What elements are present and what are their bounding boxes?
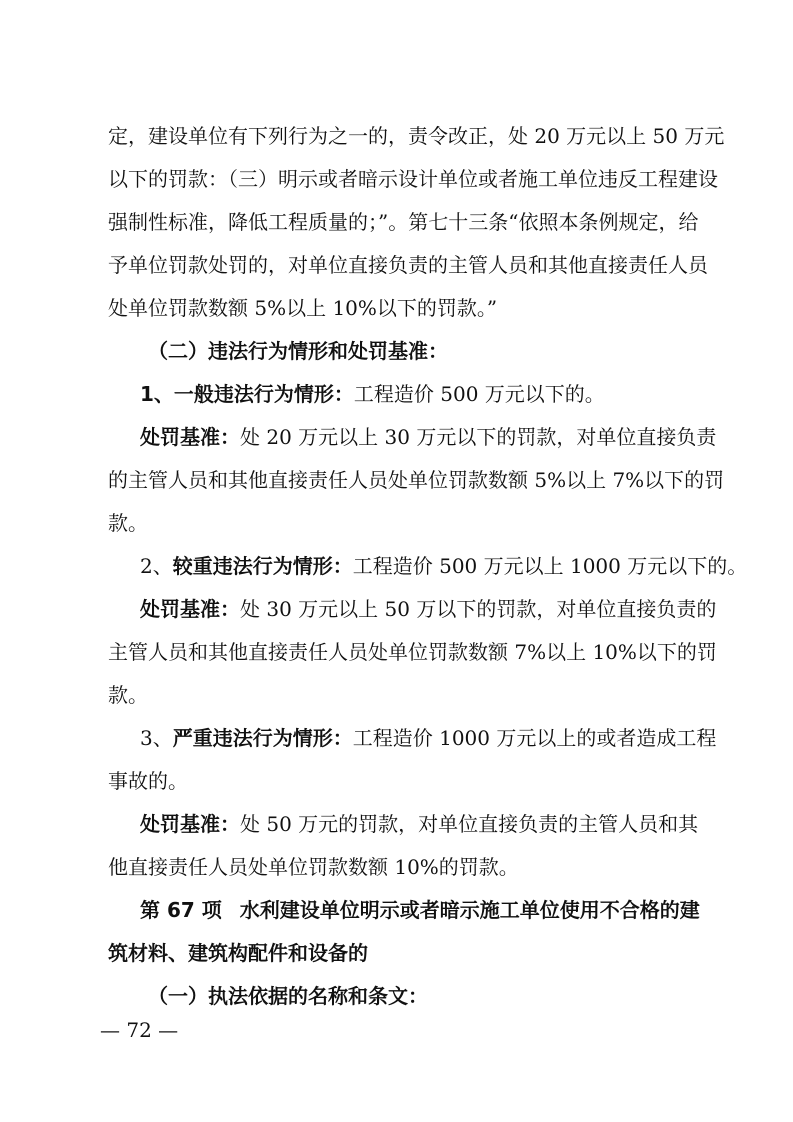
item-1-label: 1、一般违法行为情形： [140,382,354,406]
section-heading-2: （二）违法行为情形和处罚基准： [148,339,448,363]
paragraph-line-5: 处单位罚款数额 5%以上 10%以下的罚款。” [108,296,498,320]
item-3-label: 严重违法行为情形： [172,726,353,750]
item-2-prefix: 2、 [140,554,173,578]
item-2-penalty-text: 处 30 万元以上 50 万以下的罚款，对单位直接负责的 [240,597,717,621]
item-3-text: 工程造价 1000 万元以上的或者造成工程 [352,726,717,750]
item-2-penalty-line-3: 款。 [108,683,148,707]
item-3-prefix: 3、 [140,726,173,750]
item-3 [140,723,717,753]
item-2-penalty-line-1 [140,594,717,624]
item-1-penalty-label: 处罚基准： [140,425,240,449]
paragraph-line-3: 强制性标准，降低工程质量的；”。第七十三条“依照本条例规定，给 [108,210,699,234]
item-3-penalty-line-1 [140,809,698,839]
paragraph-line-4: 予单位罚款处罚的，对单位直接负责的主管人员和其他直接责任人员 [108,253,708,277]
item-1-penalty-text: 处 20 万元以上 30 万元以下的罚款，对单位直接负责 [240,425,717,449]
item-1-penalty-line-1 [140,422,717,452]
item-1-penalty-line-2: 的主管人员和其他直接责任人员处单位罚款数额 5%以上 7%以下的罚 [108,468,725,492]
item-2-penalty-line-2: 主管人员和其他直接责任人员处单位罚款数额 7%以上 10%以下的罚 [108,640,717,664]
item-2 [140,551,748,581]
item-1-penalty-line-3: 款。 [108,511,148,535]
paragraph-line-1: 定，建设单位有下列行为之一的，责令改正，处 20 万元以上 50 万元 [108,124,725,148]
item-1 [140,379,698,409]
section-heading-1: （一）执法依据的名称和条文： [148,984,428,1008]
item-67-title: 水利建设单位明示或者暗示施工单位使用不合格的建 [239,898,700,922]
item-3-penalty-label: 处罚基准： [140,812,240,836]
item-3-penalty-text: 处 50 万元的罚款，对单位直接负责的主管人员和其 [240,812,699,836]
item-67-number: 第 67 项 [140,898,222,922]
item-2-penalty-label: 处罚基准： [140,597,240,621]
item-3-line-2: 事故的。 [108,769,188,793]
page-number: — 72 — [100,1018,179,1042]
item-1-text: 工程造价 500 万元以下的。 [353,382,605,406]
item-67-title-line-1 [140,895,698,925]
paragraph-line-2: 以下的罚款：（三）明示或者暗示设计单位或者施工单位违反工程建设 [108,167,718,191]
item-2-text: 工程造价 500 万元以上 1000 万元以下的。 [352,554,748,578]
item-2-label: 较重违法行为情形： [172,554,353,578]
item-67-title-line-2: 筑材料、建筑构配件和设备的 [108,941,368,965]
item-3-penalty-line-2: 他直接责任人员处单位罚款数额 10%的罚款。 [108,855,519,879]
